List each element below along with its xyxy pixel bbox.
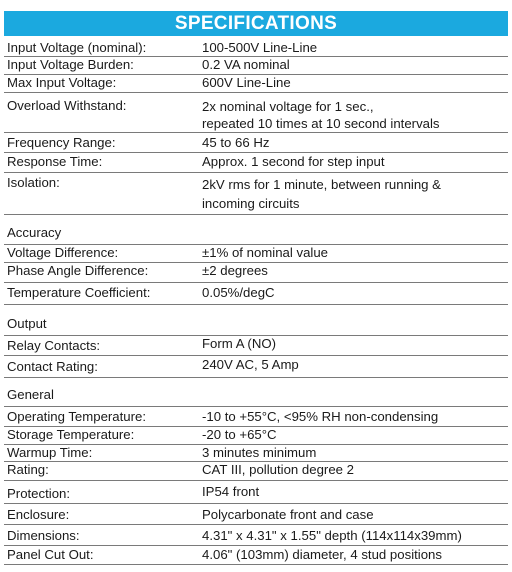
row-value: 600V Line-Line [202, 75, 291, 90]
row-value: 240V AC, 5 Amp [202, 357, 299, 372]
row-label: Temperature Coefficient: [7, 285, 151, 300]
row-label: Rating: [7, 462, 49, 477]
table-row [4, 75, 508, 93]
row-label: Enclosure: [7, 507, 70, 522]
table-row [4, 462, 508, 481]
table-row [4, 95, 508, 133]
row-label: Relay Contacts: [7, 338, 101, 353]
row-value: IP54 front [202, 484, 260, 499]
row-label: Input Voltage (nominal): [7, 40, 147, 55]
row-value: Polycarbonate front and case [202, 507, 374, 522]
row-value: -20 to +65°C [202, 427, 277, 442]
section-heading-accuracy: Accuracy [4, 225, 508, 245]
row-value: Approx. 1 second for step input [202, 154, 385, 169]
row-value: -10 to +55°C, <95% RH non-condensing [202, 409, 439, 424]
table-row [4, 483, 508, 504]
row-value: 0.05%/degC [202, 285, 275, 300]
row-value: CAT III, pollution degree 2 [202, 462, 354, 477]
table-row [4, 153, 508, 173]
table-row [4, 356, 508, 378]
table-row [4, 546, 508, 565]
row-label: Input Voltage Burden: [7, 57, 134, 72]
table-title: SPECIFICATIONS [4, 11, 508, 36]
section-heading-output: Output [4, 316, 508, 336]
row-value: 2kV rms for 1 minute, between running & incoming circuits [202, 177, 441, 211]
table-row [4, 245, 508, 263]
row-value: Form A (NO) [202, 336, 276, 351]
row-label: Max Input Voltage: [7, 75, 117, 90]
table-row [4, 135, 508, 153]
row-label: Overload Withstand: [7, 98, 127, 113]
table-row [4, 407, 508, 427]
section-heading-general: General [4, 387, 508, 407]
table-row [4, 336, 508, 356]
row-label: Dimensions: [7, 528, 80, 543]
row-value: 4.06" (103mm) diameter, 4 stud positions [202, 547, 442, 562]
table-row [4, 506, 508, 525]
row-label: Contact Rating: [7, 359, 98, 374]
row-label: Operating Temperature: [7, 409, 147, 424]
row-label: Storage Temperature: [7, 427, 135, 442]
table-row [4, 285, 508, 305]
row-value: 45 to 66 Hz [202, 135, 270, 150]
table-row [4, 427, 508, 445]
row-value: 4.31" x 4.31" x 1.55" depth (114x114x39mm) [202, 528, 462, 543]
row-value: 0.2 VA nominal [202, 57, 290, 72]
row-label: Frequency Range: [7, 135, 116, 150]
row-label: Phase Angle Difference: [7, 263, 149, 278]
table-row [4, 263, 508, 283]
table-row [4, 527, 508, 546]
table-row [4, 57, 508, 75]
row-label: Voltage Difference: [7, 245, 119, 260]
row-label: Warmup Time: [7, 445, 93, 460]
row-value: 100-500V Line-Line [202, 40, 318, 55]
table-row [4, 40, 508, 57]
table-row [4, 445, 508, 462]
table-row [4, 175, 508, 215]
row-value: 3 minutes minimum [202, 445, 317, 460]
row-value: 2x nominal voltage for 1 sec., repeated 10 times at 10 second intervals [202, 99, 440, 131]
row-label: Response Time: [7, 154, 103, 169]
row-value: ±2 degrees [202, 263, 268, 278]
row-label: Isolation: [7, 175, 60, 190]
row-label: Protection: [7, 486, 71, 501]
row-value: ±1% of nominal value [202, 245, 328, 260]
row-label: Panel Cut Out: [7, 547, 94, 562]
